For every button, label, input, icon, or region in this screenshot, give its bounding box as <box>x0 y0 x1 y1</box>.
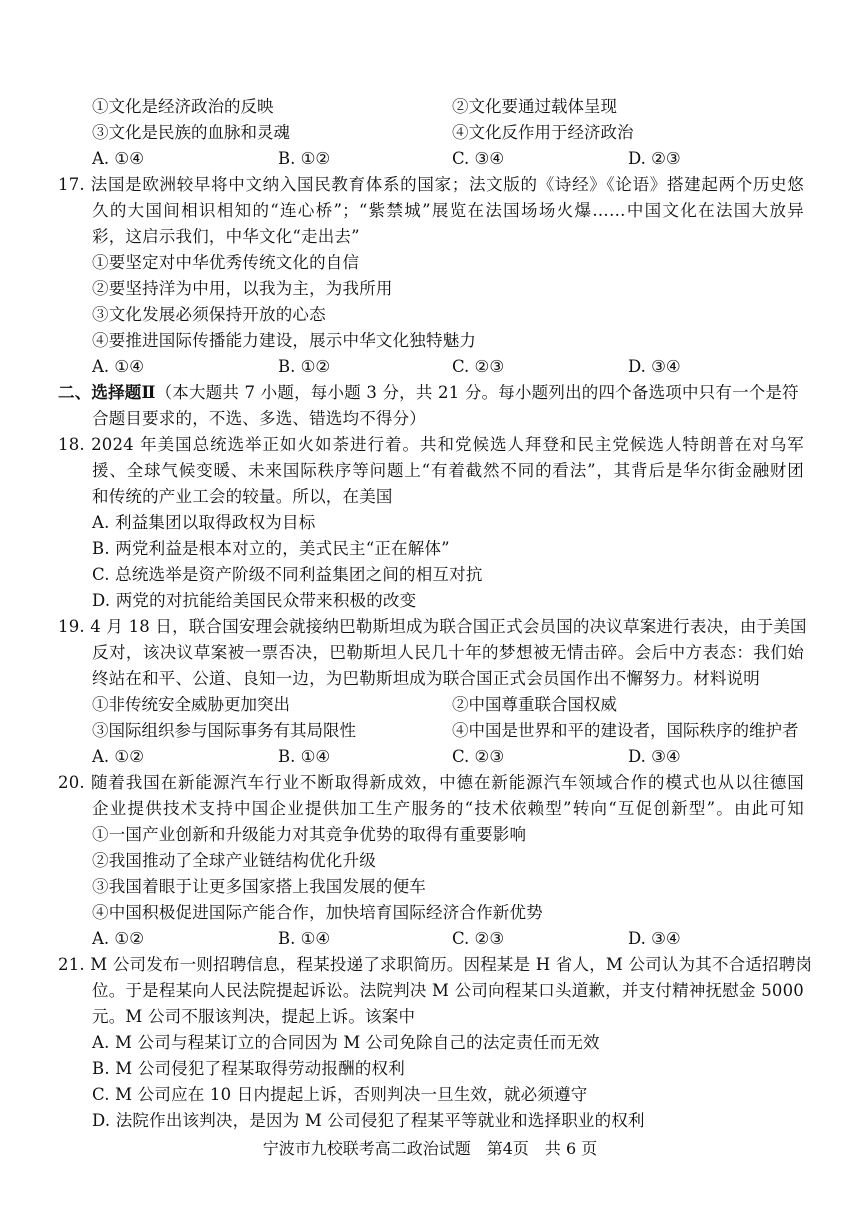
q21-option-b: B. M 公司侵犯了程某取得劳动报酬的权利 <box>92 1059 405 1078</box>
q16-choices <box>92 147 792 171</box>
q16-choice-b: B. ①② <box>278 149 331 168</box>
q16-options-row1 <box>92 95 792 119</box>
q21-stem-line-2: 位。于是程某向人民法院提起诉讼。法院判决 M 公司向程某口头道歉，并支付精神抚慰金 5000 <box>92 981 804 1000</box>
q16-option-3: ③文化是民族的血脉和灵魂 <box>92 123 290 142</box>
q16-choice-c: C. ③④ <box>452 149 505 168</box>
q20-choice-d: D. ③④ <box>628 929 681 948</box>
page-footer: 宁波市九校联考高二政治试题 第4页 共 6 页 <box>262 1139 598 1158</box>
q20-option-1: ①一国产业创新和升级能力对其竞争优势的取得有重要影响 <box>92 825 527 844</box>
q20-choice-a: A. ①② <box>92 929 144 948</box>
q17-stem-line-1: 17. 法国是欧洲较早将中文纳入国民教育体系的国家；法文版的《诗经》《论语》搭建起两个历史悠 <box>58 175 804 194</box>
q19-option-4: ④中国是世界和平的建设者，国际秩序的维护者 <box>452 721 799 740</box>
q17-choice-d: D. ③④ <box>628 357 681 376</box>
q20-option-4: ④中国积极促进国际产能合作，加快培育国际经济合作新优势 <box>92 903 543 922</box>
q19-option-3: ③国际组织参与国际事务有其局限性 <box>92 721 356 740</box>
q18-stem-line-1: 18. 2024 年美国总统选举正如火如荼进行着。共和党候选人拜登和民主党候选人特朗普在对乌军 <box>58 435 804 454</box>
q20-stem-line-2: 企业提供技术支持中国企业提供加工生产服务的“技术依赖型”转向“互促创新型”。由此可知 <box>92 799 804 818</box>
q20-option-3: ③我国着眼于让更多国家搭上我国发展的便车 <box>92 877 426 896</box>
q20-option-2: ②我国推动了全球产业链结构优化升级 <box>92 851 376 870</box>
q21-option-a: A. M 公司与程某订立的合同因为 M 公司免除自己的法定责任而无效 <box>92 1033 600 1052</box>
q17-option-2: ②要坚持洋为中用，以我为主，为我所用 <box>92 279 393 298</box>
q20-choices <box>92 927 792 951</box>
q19-options-row2 <box>92 719 804 743</box>
q17-option-1: ①要坚定对中华优秀传统文化的自信 <box>92 253 360 272</box>
q18-option-a: A. 利益集团以取得政权为目标 <box>92 513 316 532</box>
q16-choice-d: D. ②③ <box>628 149 681 168</box>
q17-choice-a: A. ①④ <box>92 357 144 376</box>
q18-option-c: C. 总统选举是资产阶级不同利益集团之间的相互对抗 <box>92 565 483 584</box>
q16-choice-a: A. ①④ <box>92 149 144 168</box>
section-2-desc-1: （本大题共 7 小题，每小题 3 分，共 21 分。每小题列出的四个备选项中只有一个是符 <box>155 383 799 402</box>
q19-choice-d: D. ③④ <box>628 747 681 766</box>
q19-option-1: ①非传统安全威胁更加突出 <box>92 695 290 714</box>
q17-choices <box>92 355 792 379</box>
q17-option-3: ③文化发展必须保持开放的心态 <box>92 305 326 324</box>
q17-choice-b: B. ①② <box>278 357 331 376</box>
q19-choices <box>92 745 792 769</box>
q20-choice-c: C. ②③ <box>452 929 505 948</box>
q19-stem-line-3: 终站在和平、公道、良知一边，为巴勒斯坦成为联合国正式会员国作出不懈努力。材料说明 <box>92 669 760 688</box>
q19-options-row1 <box>92 693 804 717</box>
q16-option-2: ②文化要通过载体呈现 <box>452 97 617 116</box>
q19-choice-b: B. ①④ <box>278 747 331 766</box>
q19-option-2: ②中国尊重联合国权威 <box>452 695 617 714</box>
q21-stem-line-3: 元。M 公司不服该判决，提起上诉。该案中 <box>92 1007 416 1026</box>
q16-options-row2 <box>92 121 792 145</box>
q19-stem-line-2: 反对，该决议草案被一票否决，巴勒斯坦人民几十年的梦想被无情击碎。会后中方表态：我们始 <box>92 643 804 662</box>
q20-choice-b: B. ①④ <box>278 929 331 948</box>
section-2-heading <box>58 381 804 405</box>
q18-option-d: D. 两党的对抗能给美国民众带来积极的改变 <box>92 591 417 610</box>
q16-option-4: ④文化反作用于经济政治 <box>452 123 634 142</box>
q17-stem-line-3: 彩，这启示我们，中华文化“走出去” <box>92 227 360 246</box>
q19-stem-line-1: 19. 4 月 18 日，联合国安理会就接纳巴勒斯坦成为联合国正式会员国的决议草案进行表决，由于美国 <box>58 617 807 636</box>
section-2-desc-2: 合题目要求的，不选、多选、错选均不得分） <box>92 409 426 428</box>
section-2-title: 二、选择题Ⅱ <box>58 383 156 402</box>
q17-option-4: ④要推进国际传播能力建设，展示中华文化独特魅力 <box>92 331 477 350</box>
q19-choice-a: A. ①② <box>92 747 144 766</box>
q20-stem-line-1: 20. 随着我国在新能源汽车行业不断取得新成效，中德在新能源汽车领域合作的模式也从以往德国 <box>58 773 804 792</box>
q17-stem-line-2: 久的大国间相识相知的“连心桥”；“紫禁城”展览在法国场场火爆……中国文化在法国大放异 <box>92 201 804 220</box>
q17-choice-c: C. ②③ <box>452 357 505 376</box>
q18-stem-line-2: 援、全球气候变暖、未来国际秩序等问题上“有着截然不同的看法”，其背后是华尔街金融财团 <box>92 461 804 480</box>
q16-option-1: ①文化是经济政治的反映 <box>92 97 274 116</box>
q21-option-c: C. M 公司应在 10 日内提起上诉，否则判决一旦生效，就必须遵守 <box>92 1085 588 1104</box>
q21-stem-line-1: 21. M 公司发布一则招聘信息，程某投递了求职简历。因程某是 H 省人，M 公司认为其不合适招聘岗 <box>58 955 813 974</box>
q18-option-b: B. 两党利益是根本对立的，美式民主“正在解体” <box>92 539 450 558</box>
q18-stem-line-3: 和传统的产业工会的较量。所以，在美国 <box>92 487 393 506</box>
q19-choice-c: C. ②③ <box>452 747 505 766</box>
q21-option-d: D. 法院作出该判决，是因为 M 公司侵犯了程某平等就业和选择职业的权利 <box>92 1111 645 1130</box>
